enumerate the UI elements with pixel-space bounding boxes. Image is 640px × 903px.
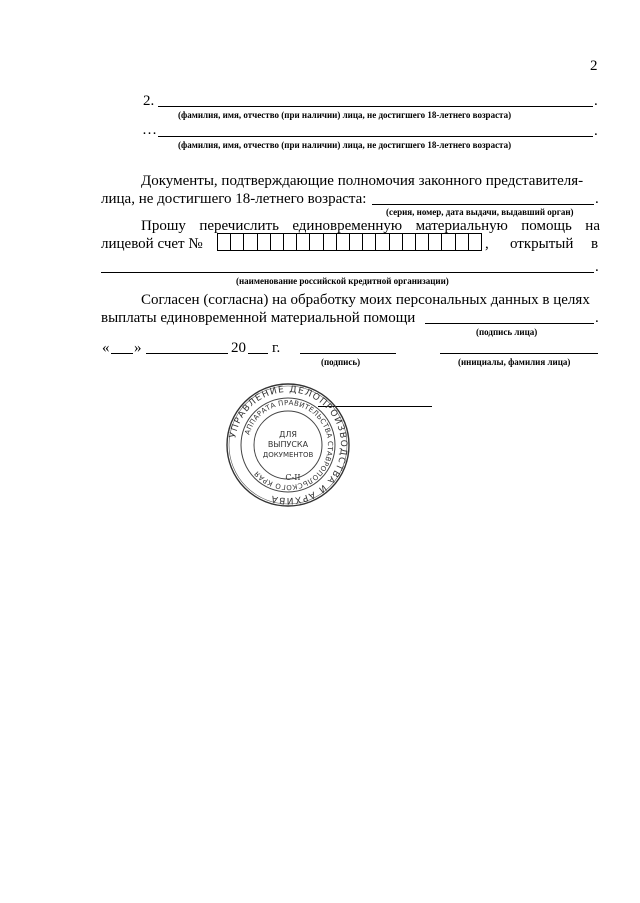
account-digit-cell[interactable] xyxy=(244,234,257,250)
stamp-inner-text: АППАРАТА ПРАВИТЕЛЬСТВА СТАВРОПОЛЬСКОГО КРАЯ xyxy=(243,398,335,492)
account-digit-cell[interactable] xyxy=(442,234,455,250)
transfer-word: перечислить xyxy=(199,218,279,234)
day-fill-line[interactable] xyxy=(111,353,133,354)
account-digit-cell[interactable] xyxy=(297,234,310,250)
year-fill-line[interactable] xyxy=(248,353,268,354)
stamp-code: С-II xyxy=(285,473,301,482)
account-digit-cell[interactable] xyxy=(337,234,350,250)
page-number: 2 xyxy=(590,58,598,74)
documents-caption: (серия, номер, дата выдачи, выдавший орган) xyxy=(386,207,574,217)
account-digit-cell[interactable] xyxy=(324,234,337,250)
row3-prefix: … xyxy=(142,122,157,138)
row3-end: . xyxy=(594,123,598,139)
account-digit-cell[interactable] xyxy=(218,234,231,250)
date-close-quote: » xyxy=(134,340,142,356)
account-digit-cell[interactable] xyxy=(271,234,284,250)
account-number-grid[interactable] xyxy=(217,233,482,251)
row2-prefix: 2. xyxy=(143,93,155,109)
account-digit-cell[interactable] xyxy=(390,234,403,250)
consent-end: . xyxy=(595,310,599,326)
consent-line2: выплаты единовременной материальной помощи xyxy=(101,310,416,326)
documents-end: . xyxy=(595,191,599,207)
account-digit-cell[interactable] xyxy=(469,234,481,250)
row2-end: . xyxy=(594,93,598,109)
account-digit-cell[interactable] xyxy=(231,234,244,250)
stamp-center-line1: ДЛЯ xyxy=(279,430,297,439)
row2-fill-line[interactable] xyxy=(158,106,593,107)
account-comma: , xyxy=(485,236,489,252)
account-label: лицевой счет № xyxy=(101,236,203,252)
month-fill-line[interactable] xyxy=(146,353,228,354)
bank-caption: (наименование российской кредитной организации) xyxy=(236,276,449,286)
transfer-word: Прошу xyxy=(141,218,186,234)
documents-fill-line[interactable] xyxy=(372,204,594,205)
bank-end: . xyxy=(595,259,599,275)
bank-fill-line[interactable] xyxy=(101,272,594,273)
transfer-word: на xyxy=(585,218,600,234)
account-digit-cell[interactable] xyxy=(416,234,429,250)
stamp-center-line3: ДОКУМЕНТОВ xyxy=(262,451,314,459)
documents-line1: Документы, подтверждающие полномочия законного представителя- xyxy=(141,173,584,189)
signature-fill-line[interactable] xyxy=(300,353,396,354)
account-digit-cell[interactable] xyxy=(350,234,363,250)
account-digit-cell[interactable] xyxy=(284,234,297,250)
signature-caption: (подпись) xyxy=(321,357,361,367)
account-digit-cell[interactable] xyxy=(258,234,271,250)
consent-caption: (подпись лица) xyxy=(476,327,538,337)
name-caption: (инициалы, фамилия лица) xyxy=(458,357,571,367)
year-prefix: 20 xyxy=(231,340,246,356)
account-digit-cell[interactable] xyxy=(403,234,416,250)
stamp-outer-text: УПРАВЛЕНИЕ ДЕЛОПРОИЗВОДСТВА И АРХИВА xyxy=(228,384,349,506)
date-open-quote: « xyxy=(102,340,110,356)
transfer-word: помощь xyxy=(521,218,572,234)
documents-line2: лица, не достигшего 18-летнего возраста: xyxy=(101,191,367,207)
account-digit-cell[interactable] xyxy=(456,234,469,250)
account-digit-cell[interactable] xyxy=(429,234,442,250)
row3-fill-line[interactable] xyxy=(158,136,593,137)
transfer-word: единовременную xyxy=(292,218,403,234)
transfer-word: материальную xyxy=(415,218,508,234)
opened-word: открытый xyxy=(510,236,574,252)
account-digit-cell[interactable] xyxy=(376,234,389,250)
in-word: в xyxy=(591,236,599,252)
account-digit-cell[interactable] xyxy=(310,234,323,250)
row3-caption: (фамилия, имя, отчество (при наличии) лица, не достигшего 18-летнего возраста) xyxy=(178,140,512,150)
year-suffix: г. xyxy=(272,340,281,356)
office-stamp xyxy=(225,382,351,508)
consent-line1: Согласен (согласна) на обработку моих персональных данных в целях xyxy=(141,292,590,308)
row2-caption: (фамилия, имя, отчество (при наличии) лица, не достигшего 18-летнего возраста) xyxy=(178,110,512,120)
account-digit-cell[interactable] xyxy=(363,234,376,250)
stamp-center-line2: ВЫПУСКА xyxy=(267,440,309,449)
name-fill-line[interactable] xyxy=(440,353,598,354)
consent-signature-line[interactable] xyxy=(425,323,594,324)
